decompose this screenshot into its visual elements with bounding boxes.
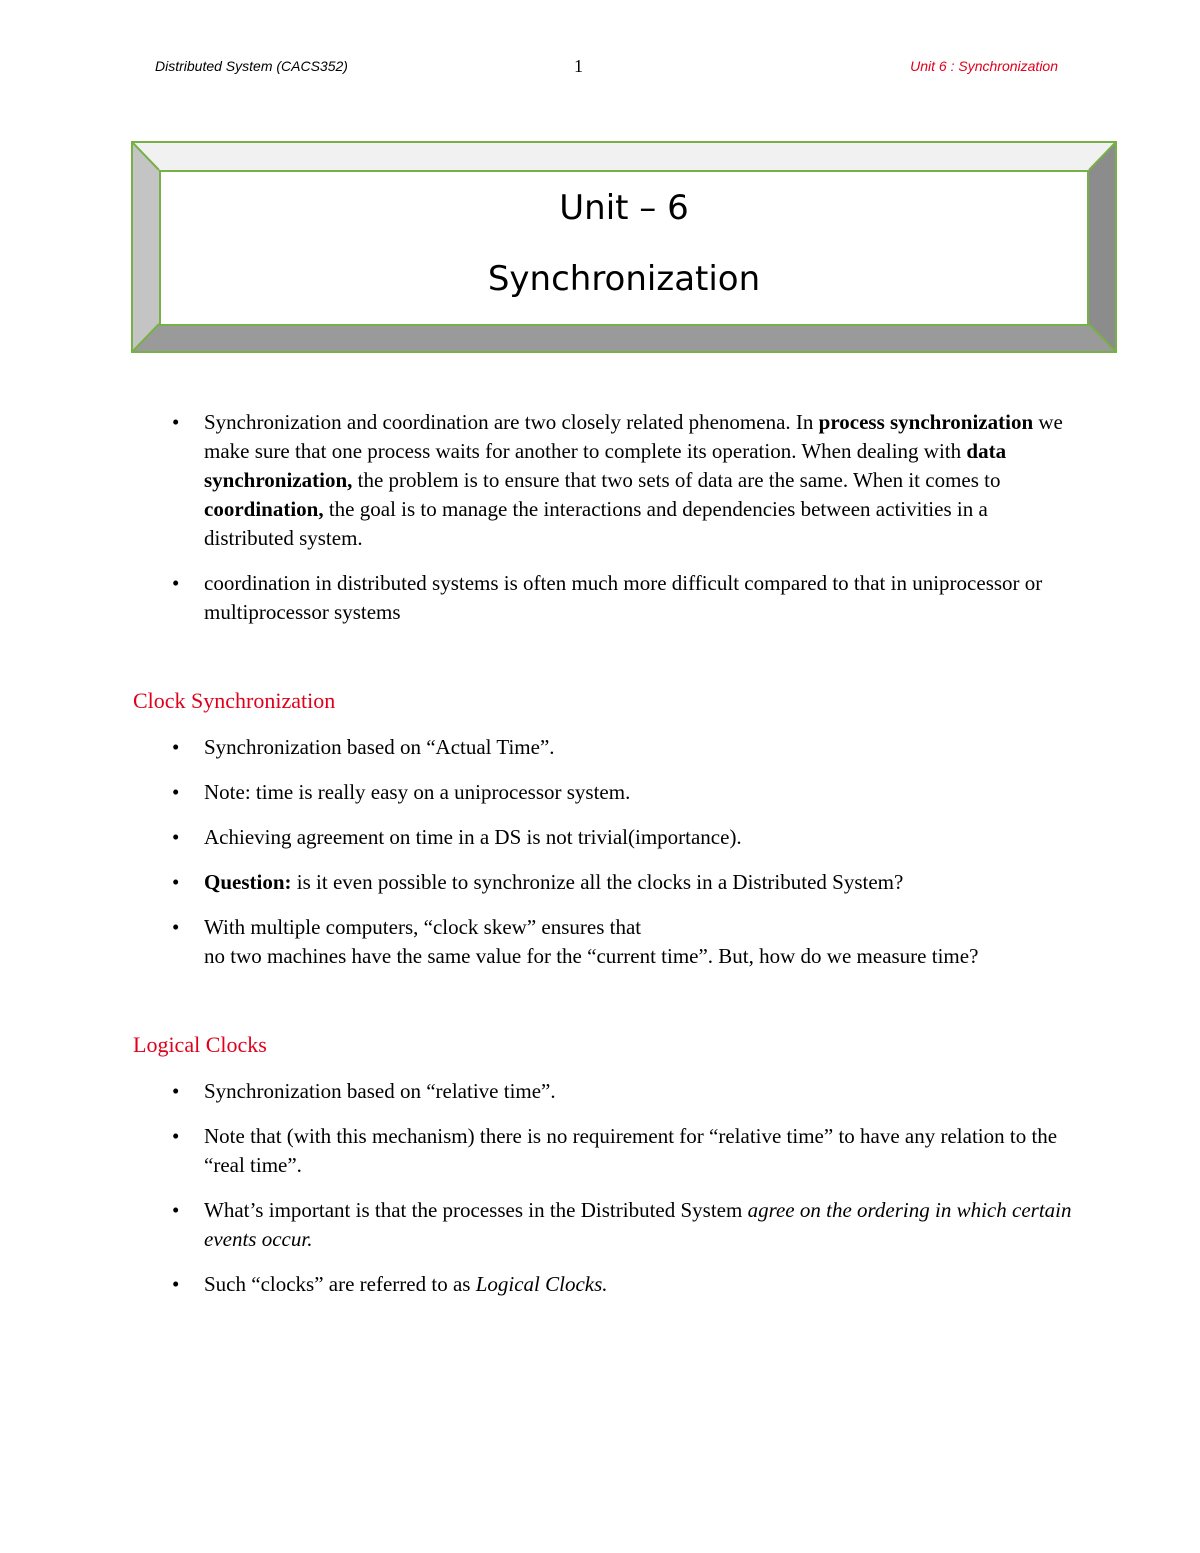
bold-term: coordination, [204,497,324,521]
list-item [172,408,1072,553]
list-item [172,823,1072,852]
title-banner [131,141,1117,353]
bold-term: data synchronization, [204,439,1007,492]
text-run: we make sure that one process waits for another to complete its operation. When dealing with [204,410,1063,463]
section-heading-logical-clocks: Logical Clocks [133,1032,267,1057]
text-run: the goal is to manage the interactions and dependencies between activities in a distributed system. [204,497,988,550]
logical-clocks-bullet-list [172,1077,1072,1315]
bold-term: Question: [204,870,292,894]
list-item [172,1077,1072,1106]
text-run: Note that (with this mechanism) there is no requirement for “relative time” to have any relation to the “real time”. [204,1124,1058,1177]
text-run: Achieving agreement on time in a DS is not trivial(importance). [204,825,742,849]
text-run: no two machines have the same value for the “current time”. But, how do we measure time? [204,944,979,968]
unit-topic-title: Synchronization [487,259,761,299]
text-run: the problem is to ensure that two sets of data are the same. When it comes to [352,468,1001,492]
bullet-marker: • [172,1079,180,1103]
italic-phrase: Logical Clocks. [475,1272,608,1296]
bullet-marker: • [172,735,180,759]
list-item [172,1122,1072,1180]
bullet-marker: • [172,915,180,939]
clock-sync-bullet-list [172,733,1072,987]
unit-number-title: Unit – 6 [559,188,689,228]
bullet-marker: • [172,571,180,595]
text-run: Synchronization and coordination are two closely related phenomena. In [204,410,819,434]
list-item [172,868,1072,897]
section-heading-clock-sync: Clock Synchronization [133,688,336,713]
bullet-marker: • [172,1124,180,1148]
bold-term: process synchronization [818,410,1034,434]
list-item [172,1270,1072,1299]
text-run: is it even possible to synchronize all the clocks in a Distributed System? [291,870,904,894]
text-run: Such “clocks” are referred to as [204,1272,476,1296]
text-run: What’s important is that the processes in the Distributed System [204,1198,748,1222]
bullet-marker: • [172,1198,180,1222]
banner-inner-panel [159,170,1089,326]
bullet-marker: • [172,1272,180,1296]
italic-phrase: agree on the ordering in which certain events occur. [204,1198,1072,1251]
text-run: coordination in distributed systems is often much more difficult compared to that in uniprocessor or multiprocessor systems [204,571,1043,624]
list-item [172,778,1072,807]
text-run: Note: time is really easy on a uniprocessor system. [204,780,631,804]
bullet-marker: • [172,825,180,849]
intro-bullet-list [172,408,1072,643]
bullet-marker: • [172,410,180,434]
text-run: Synchronization based on “Actual Time”. [204,735,555,759]
text-run: Synchronization based on “relative time”. [204,1079,556,1103]
list-item [172,913,1072,971]
header-unit-title: Unit 6 : Synchronization [910,58,1058,74]
text-run: With multiple computers, “clock skew” ensures that [204,915,642,939]
list-item [172,569,1072,627]
bullet-marker: • [172,870,180,894]
list-item [172,733,1072,762]
header-page-number: 1 [574,56,583,76]
list-item [172,1196,1072,1254]
header-course-title: Distributed System (CACS352) [155,58,348,74]
bullet-marker: • [172,780,180,804]
